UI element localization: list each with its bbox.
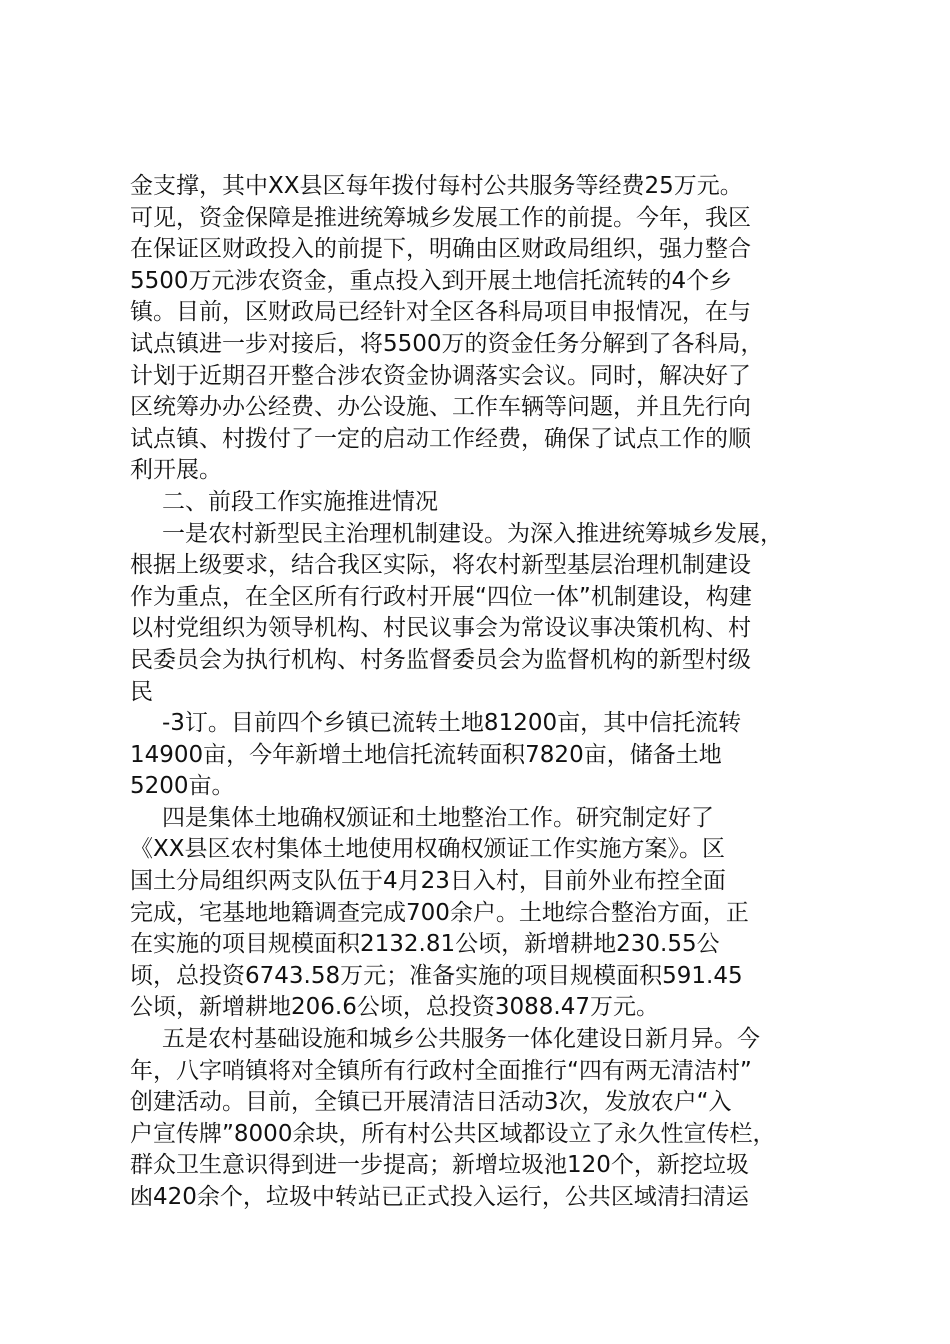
text-line: 创建活动。目前，全镇已开展清洁日活动3次，发放农户“入 (130, 1089, 732, 1116)
text-line: 年，八字哨镇将对全镇所有行政村全面推行“四有两无清洁村” (130, 1057, 752, 1084)
text-line: 五是农村基础设施和城乡公共服务一体化建设日新月异。今 (162, 1026, 760, 1053)
text-line: 民委员会为执行机构、村务监督委员会为监督机构的新型村级 (130, 646, 751, 673)
text-line: 14900亩，今年新增土地信托流转面积7820亩，储备土地 (130, 741, 722, 768)
text-line: 试点镇、村拨付了一定的启动工作经费，确保了试点工作的顺 (130, 425, 751, 452)
text-line: 以村党组织为领导机构、村民议事会为常设议事决策机构、村 (130, 615, 751, 642)
text-line: 5500万元涉农资金，重点投入到开展土地信托流转的4个乡 (130, 267, 733, 294)
text-line: 根据上级要求，结合我区实际，将农村新型基层治理机制建设 (130, 552, 751, 579)
text-line: 试点镇进一步对接后，将5500万的资金任务分解到了各科局， (130, 330, 764, 357)
text-line: 计划于近期召开整合涉农资金协调落实会议。同时，解决好了 (130, 362, 751, 389)
text-line: 《XX县区农村集体土地使用权确权颁证工作实施方案》。区 (130, 836, 726, 863)
text-line: 在保证区财政投入的前提下，明确由区财政局组织，强力整合 (130, 236, 751, 263)
text-line: 四是集体土地确权颁证和土地整治工作。研究制定好了 (162, 804, 714, 831)
text-line: 可见，资金保障是推进统筹城乡发展工作的前提。今年，我区 (130, 204, 751, 231)
text-line: 一是农村新型民主治理机制建设。为深入推进统筹城乡发展， (162, 520, 783, 547)
text-line: 作为重点，在全区所有行政村开展“四位一体”机制建设，构建 (130, 583, 752, 610)
text-line: 镇。目前，区财政局已经针对全区各科局项目申报情况，在与 (130, 299, 751, 326)
text-line: 利开展。 (130, 457, 222, 484)
text-line: 户宣传牌”8000余块，所有村公共区域都设立了永久性宣传栏， (130, 1120, 776, 1147)
text-line: 民 (130, 678, 153, 705)
text-line: 顷，总投资6743.58万元；准备实施的项目规模面积591.45 (130, 962, 743, 989)
text-line: 国土分局组织两支队伍于4月23日入村，目前外业布控全面 (130, 868, 726, 895)
text-line: 群众卫生意识得到进一步提高；新增垃圾池120个，新挖垃圾 (130, 1152, 749, 1179)
document-body (130, 171, 850, 1214)
text-line: -3订。目前四个乡镇已流转土地81200亩，其中信托流转 (162, 710, 742, 737)
text-line: 5200亩。 (130, 773, 235, 800)
text-line: 完成，宅基地地籍调查完成700余户。土地综合整治方面，正 (130, 899, 749, 926)
text-line: 区统筹办办公经费、办公设施、工作车辆等问题，并且先行向 (130, 394, 751, 421)
text-line: 公顷，新增耕地206.6公顷，总投资3088.47万元。 (130, 994, 659, 1021)
text-line: 二、前段工作实施推进情况 (162, 488, 438, 515)
text-line: 在实施的项目规模面积2132.81公顷，新增耕地230.55公 (130, 931, 720, 958)
text-line: 金支撑，其中XX县区每年拨付每村公共服务等经费25万元。 (130, 173, 743, 199)
text-line: 凼420余个，垃圾中转站已正式投入运行，公共区域清扫清运 (130, 1184, 749, 1210)
